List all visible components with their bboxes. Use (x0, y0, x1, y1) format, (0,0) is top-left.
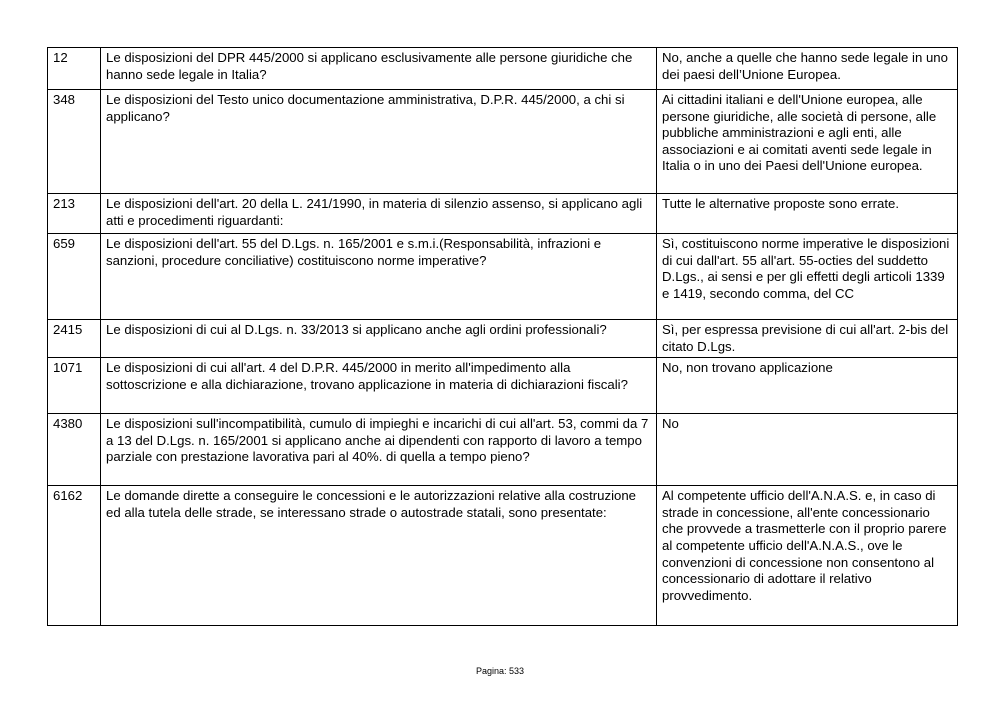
answer-text: Ai cittadini italiani e dell'Unione europea, alle persone giuridiche, alle società di persone, alle pubbliche amministrazioni e agli enti, alle associazioni e ai comitati aventi sede legale in Italia o in uno dei Paesi dell'Unione europea. (657, 90, 958, 194)
question-text: Le disposizioni del DPR 445/2000 si applicano esclusivamente alle persone giuridiche che hanno sede legale in Italia? (101, 48, 657, 90)
table-row (48, 358, 958, 414)
table-row (48, 48, 958, 90)
question-text: Le disposizioni dell'art. 55 del D.Lgs. n. 165/2001 e s.m.i.(Responsabilità, infrazioni e sanzioni, procedure conciliative) costituiscono norme imperative? (101, 234, 657, 320)
question-id: 348 (48, 90, 101, 194)
table-row (48, 90, 958, 194)
question-id: 2415 (48, 320, 101, 358)
question-text: Le disposizioni dell'art. 20 della L. 241/1990, in materia di silenzio assenso, si applicano agli atti e procedimenti riguardanti: (101, 194, 657, 234)
answer-text: Al competente ufficio dell'A.N.A.S. e, in caso di strade in concessione, all'ente concessionario che provvede a trasmetterle con il proprio parere al competente ufficio dell'A.N.A.S., ove le convenzioni di concessione non consentono al concessionario di adottare il relativo provvedimento. (657, 486, 958, 626)
question-id: 213 (48, 194, 101, 234)
table-row (48, 234, 958, 320)
question-id: 6162 (48, 486, 101, 626)
question-id: 12 (48, 48, 101, 90)
question-text: Le disposizioni del Testo unico documentazione amministrativa, D.P.R. 445/2000, a chi si applicano? (101, 90, 657, 194)
question-text: Le disposizioni di cui all'art. 4 del D.P.R. 445/2000 in merito all'impedimento alla sottoscrizione e alla dichiarazione, trovano applicazione in materia di dichiarazioni fiscali? (101, 358, 657, 414)
question-id: 1071 (48, 358, 101, 414)
table-row (48, 486, 958, 626)
question-text: Le disposizioni sull'incompatibilità, cumulo di impieghi e incarichi di cui all'art. 53, commi da 7 a 13 del D.Lgs. n. 165/2001 si applicano anche ai dipendenti con rapporto di lavoro a tempo parziale con prestazione lavorativa pari al 40%. di quella a tempo pieno? (101, 414, 657, 486)
question-text: Le domande dirette a conseguire le concessioni e le autorizzazioni relative alla costruzione ed alla tutela delle strade, se interessano strade o autostrade statali, sono presentate: (101, 486, 657, 626)
question-id: 659 (48, 234, 101, 320)
page-number: Pagina: 533 (475, 666, 525, 676)
answer-text: No, non trovano applicazione (657, 358, 958, 414)
table-row (48, 194, 958, 234)
answer-text: No, anche a quelle che hanno sede legale in uno dei paesi dell’Unione Europea. (657, 48, 958, 90)
answer-text: Sì, costituiscono norme imperative le disposizioni di cui dall'art. 55 all'art. 55-octies del suddetto D.Lgs., ai sensi e per gli effetti degli articoli 1339 e 1419, secondo comma, del CC (657, 234, 958, 320)
table-row (48, 320, 958, 358)
answer-text: No (657, 414, 958, 486)
answer-text: Sì, per espressa previsione di cui all'art. 2-bis del citato D.Lgs. (657, 320, 958, 358)
answer-text: Tutte le alternative proposte sono errate. (657, 194, 958, 234)
qa-table (47, 47, 958, 626)
table-row (48, 414, 958, 486)
question-id: 4380 (48, 414, 101, 486)
question-text: Le disposizioni di cui al D.Lgs. n. 33/2013 si applicano anche agli ordini professionali? (101, 320, 657, 358)
